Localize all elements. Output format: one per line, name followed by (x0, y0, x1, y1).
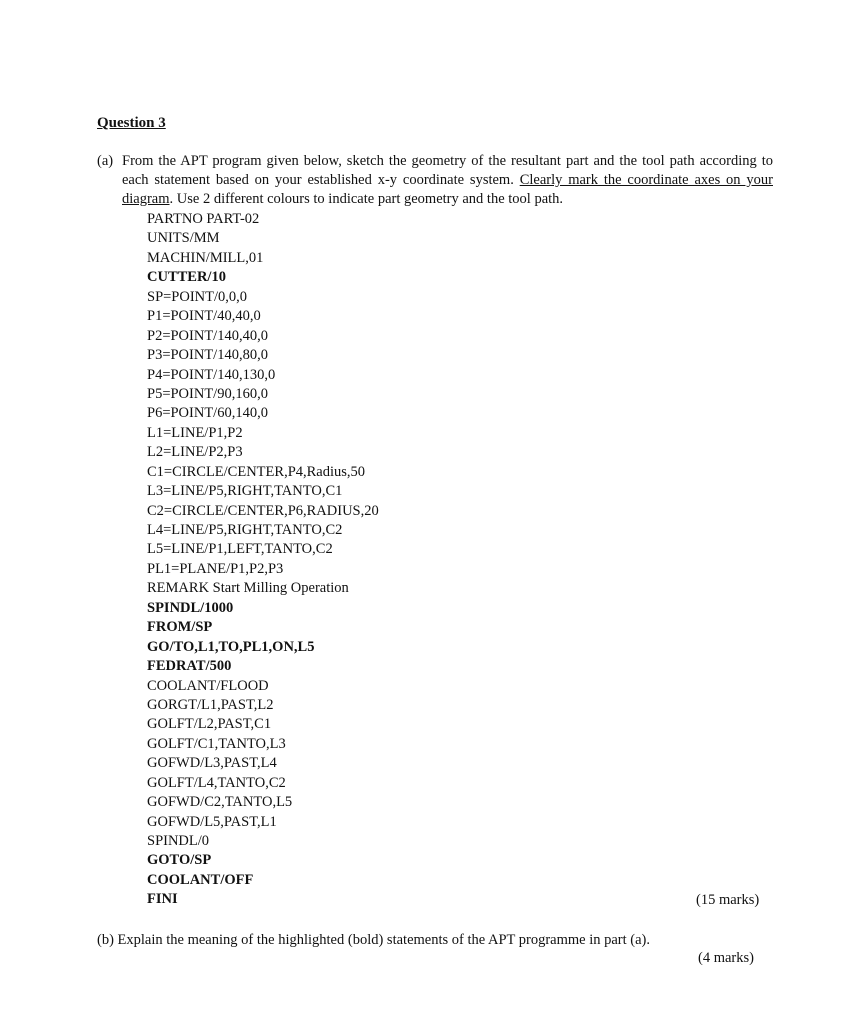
part-a-text-1: From the APT program given below, sketch the geometry of the resultant part and the tool path according to each statement based on your established x-y coordinate system. (122, 153, 773, 188)
program-line: L2=LINE/P2,P3 (147, 444, 243, 461)
program-line: GOLFT/L4,TANTO,C2 (147, 774, 286, 791)
program-line: PL1=PLANE/P1,P2,P3 (147, 560, 284, 577)
question-title: Question 3 (97, 115, 166, 131)
program-line: P5=POINT/90,160,0 (147, 385, 268, 402)
program-line: GOFWD/L5,PAST,L1 (147, 813, 277, 830)
program-line: GOLFT/L2,PAST,C1 (147, 716, 272, 733)
part-a-underlined-text: Clearly mark the coordinate axes on your diagram (122, 172, 773, 207)
program-line: SPINDL/0 (147, 833, 210, 849)
program-line: PARTNO PART-02 (147, 211, 260, 227)
program-line: C2=CIRCLE/CENTER,P6,RADIUS,20 (147, 502, 379, 519)
part-a-text-2: . Use 2 different colours to indicate part geometry and the tool path. (169, 191, 564, 207)
program-line: SPINDL/1000 (147, 599, 234, 616)
program-line: FEDRAT/500 (147, 658, 232, 675)
program-line: GOFWD/L3,PAST,L4 (147, 755, 277, 772)
program-line: P2=POINT/140,40,0 (147, 327, 268, 344)
program-line: L3=LINE/P5,RIGHT,TANTO,C1 (147, 483, 343, 500)
program-line: GORGT/L1,PAST,L2 (147, 696, 274, 713)
program-line: P4=POINT/140,130,0 (147, 366, 276, 383)
program-line: P6=POINT/60,140,0 (147, 405, 268, 422)
program-line: CUTTER/10 (147, 269, 226, 286)
program-line: L4=LINE/P5,RIGHT,TANTO,C2 (147, 522, 343, 538)
program-line: COOLANT/OFF (147, 871, 254, 888)
program-line: FINI (147, 891, 178, 908)
apt-program-listing (147, 210, 747, 910)
program-line: FROM/SP (147, 619, 213, 636)
program-line: GO/TO,L1,TO,PL1,ON,L5 (147, 638, 315, 655)
program-line: MACHIN/MILL,01 (147, 249, 264, 266)
program-line: SP=POINT/0,0,0 (147, 288, 248, 305)
program-line: GOFWD/C2,TANTO,L5 (147, 794, 293, 811)
program-line: L1=LINE/P1,P2 (147, 424, 243, 441)
part-b-question: (b) Explain the meaning of the highlighted (bold) statements of the APT programme in part (a). (97, 932, 651, 948)
program-line: REMARK Start Milling Operation (147, 580, 349, 597)
program-line: GOTO/SP (147, 852, 212, 869)
program-line: P3=POINT/140,80,0 (147, 347, 268, 364)
part-a-instructions (97, 152, 773, 209)
program-line: COOLANT/FLOOD (147, 677, 269, 694)
part-b-marks: (4 marks) (698, 950, 754, 966)
program-line: UNITS/MM (147, 230, 220, 247)
program-line: P1=POINT/40,40,0 (147, 308, 261, 325)
program-line: GOLFT/C1,TANTO,L3 (147, 735, 286, 752)
program-line: C1=CIRCLE/CENTER,P4,Radius,50 (147, 463, 366, 480)
part-a-label: (a) (97, 153, 114, 169)
program-line: L5=LINE/P1,LEFT,TANTO,C2 (147, 541, 333, 558)
part-a-marks: (15 marks) (696, 892, 760, 908)
